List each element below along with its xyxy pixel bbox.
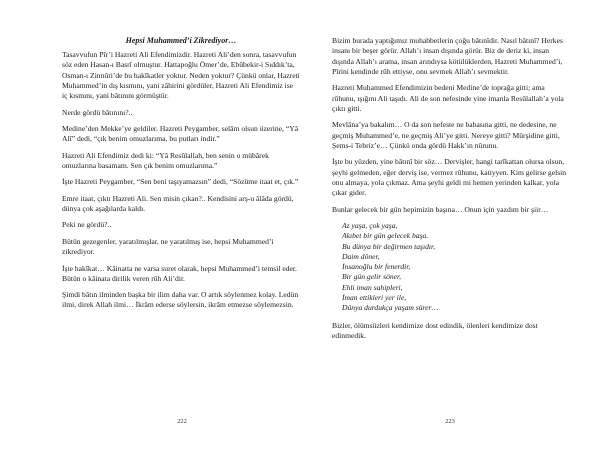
paragraph: Emre itaat, çıktı Hazreti Ali. Sen misin çıkan?.. Kendisini arş-u âlâda gördü, dünya çok aşağılarda kaldı. [62, 193, 294, 214]
paragraph: Hazreti Ali Efendimiz dedi ki: “Yâ Resûlallah, ben senin o mübârek omuzlarına basamam. Sen çık benim omuzlarıma.” [62, 150, 269, 170]
paragraph: Bütün gezegenler, yaratılmışlar, ne yaratılmış ise, hepsi Muhammed’i zikrediyor. [62, 236, 274, 257]
paragraph: Şimdi bâtın ilminden başka bir ilim daha var. O artık söylenmez kolay. Ledün ilmi, direk Allah ilmi… İkrâm ederse söylersin, ikrâm etmezse söylemezsin. [62, 290, 299, 310]
left-page [62, 36, 300, 317]
poem-line: İman ettikleri yer ile, [342, 293, 407, 302]
paragraph: Bizim burada yaptığımız muhabbetlerin çoğu bâtınîdir. Nasıl bâtınî? Herkes insanı bir beşer görür. Allah’ı insan dışında görür. Biz de deriz ki, insan dışında Allah’ı arama, insan arındıysa kötülüklerden, Hazreti Muhammed’i, Pîrini kendinde rûh ettiyse, onu sevmek Allah’ı sevmektir. [332, 36, 563, 76]
page-number-right: 223 [445, 418, 455, 425]
paragraph: İşte Hazreti Peygamber, “Sen beni taşıyamazsın” dedi, “Sözüme itaat et, çık.” [62, 177, 299, 187]
poem-line: Daim döner, [342, 251, 380, 261]
poem-line: Ehli iman sahipleri, [342, 282, 403, 292]
paragraph: Mevlâna’ya bakalım… O da son nefeste ne babasına gitti, ne dedesine, ne geçmiş Muhammed’e, ne geçmiş Ali’ye gitti. Nereye gitti? Mürşidine gitti, Şems-i Tebriz’e… Çünkü onda gördü Hakk’ın nûrunu. [332, 120, 560, 150]
poem-line: Akıbet bir gün gelecek başa. [342, 231, 429, 241]
paragraph: Peki ne gördü?.. [62, 220, 112, 230]
paragraph: Hazreti Muhammed Efendimizin bedeni Medine’de toprağa gitti; ama rûhunu, ışığını Ali taşıdı. Ali de son nefesinde yine imanla Resûlallah’a yola çıktı gitti. [332, 83, 564, 113]
running-head: Hepsi Muhammed’i Zikrediyor… [125, 36, 237, 45]
paragraph: İşte hakîkat… Kâinatta ne varsa suret olarak, hepsi Muhammed’i temsil eder. Bütün o kâinata dirilik veren rûh Ali’dir. [62, 263, 297, 283]
paragraph: Bunlar gelecek bir gün hepimizin başına… Onun için yazdım bir şiir… [332, 204, 549, 214]
poem-line: Bu dünya bir değirmen taşıdır, [342, 241, 436, 251]
paragraph: Tasavvufun Pîr’i Hazreti Ali Efendimizdir. Hazreti Ali’den sonra, tasavvufun söz eden Hasan-ı Basrî olmuştur. Hattapoğlu Ömer’de, Ebûbekir-i Sıddık’ta, Osman-ı Zinnûri’de bu hakîkatler yoktur. Neden yoktur? Çünkü onlar, Hazreti Muhammed’in dış kısmını, yani zâhirini gördüler, Hazreti Ali Efendimiz ise iç kısmını, yani bâtınını görmüştür. [62, 50, 300, 101]
right-page [332, 36, 570, 347]
paragraph: İşte bu yüzden, yine bâtınî bir söz… Dervişler, hangi tarîkattan olursa olsun, şeyhi gelmeden, eğer derviş ise, vermez rûhunu, katiyyen. Kim gelirse gelsin onu almaya, yola çıkmaz. Ama şeyhi geldi mi hemen yerinden kalkar, yola çıkar gider. [332, 157, 567, 198]
poem-line: İnsanoğlu bir fenerdir, [342, 262, 411, 272]
paragraph: Nerde gördü bâtınını?.. [62, 107, 133, 117]
page-number-left: 222 [177, 418, 187, 425]
poem-line: Dünya durdukça yaşam sürer… [342, 303, 439, 313]
paragraph: Medine’den Mekke’ye geldiler. Hazreti Peygamber, selâm olsun üzerine, “Yâ Alî” dedi, “çık benim omuzlarıma, bu putları indir.” [62, 123, 299, 144]
paragraph: Bizler, ölümsüzleri kendimize dost edindik, ölenleri kendimize dost edinmedik. [332, 320, 538, 340]
poem [342, 221, 570, 314]
poem-line: Az yaşa, çok yaşa, [342, 220, 398, 230]
poem-line: Bir gün gelir söner, [342, 272, 402, 282]
